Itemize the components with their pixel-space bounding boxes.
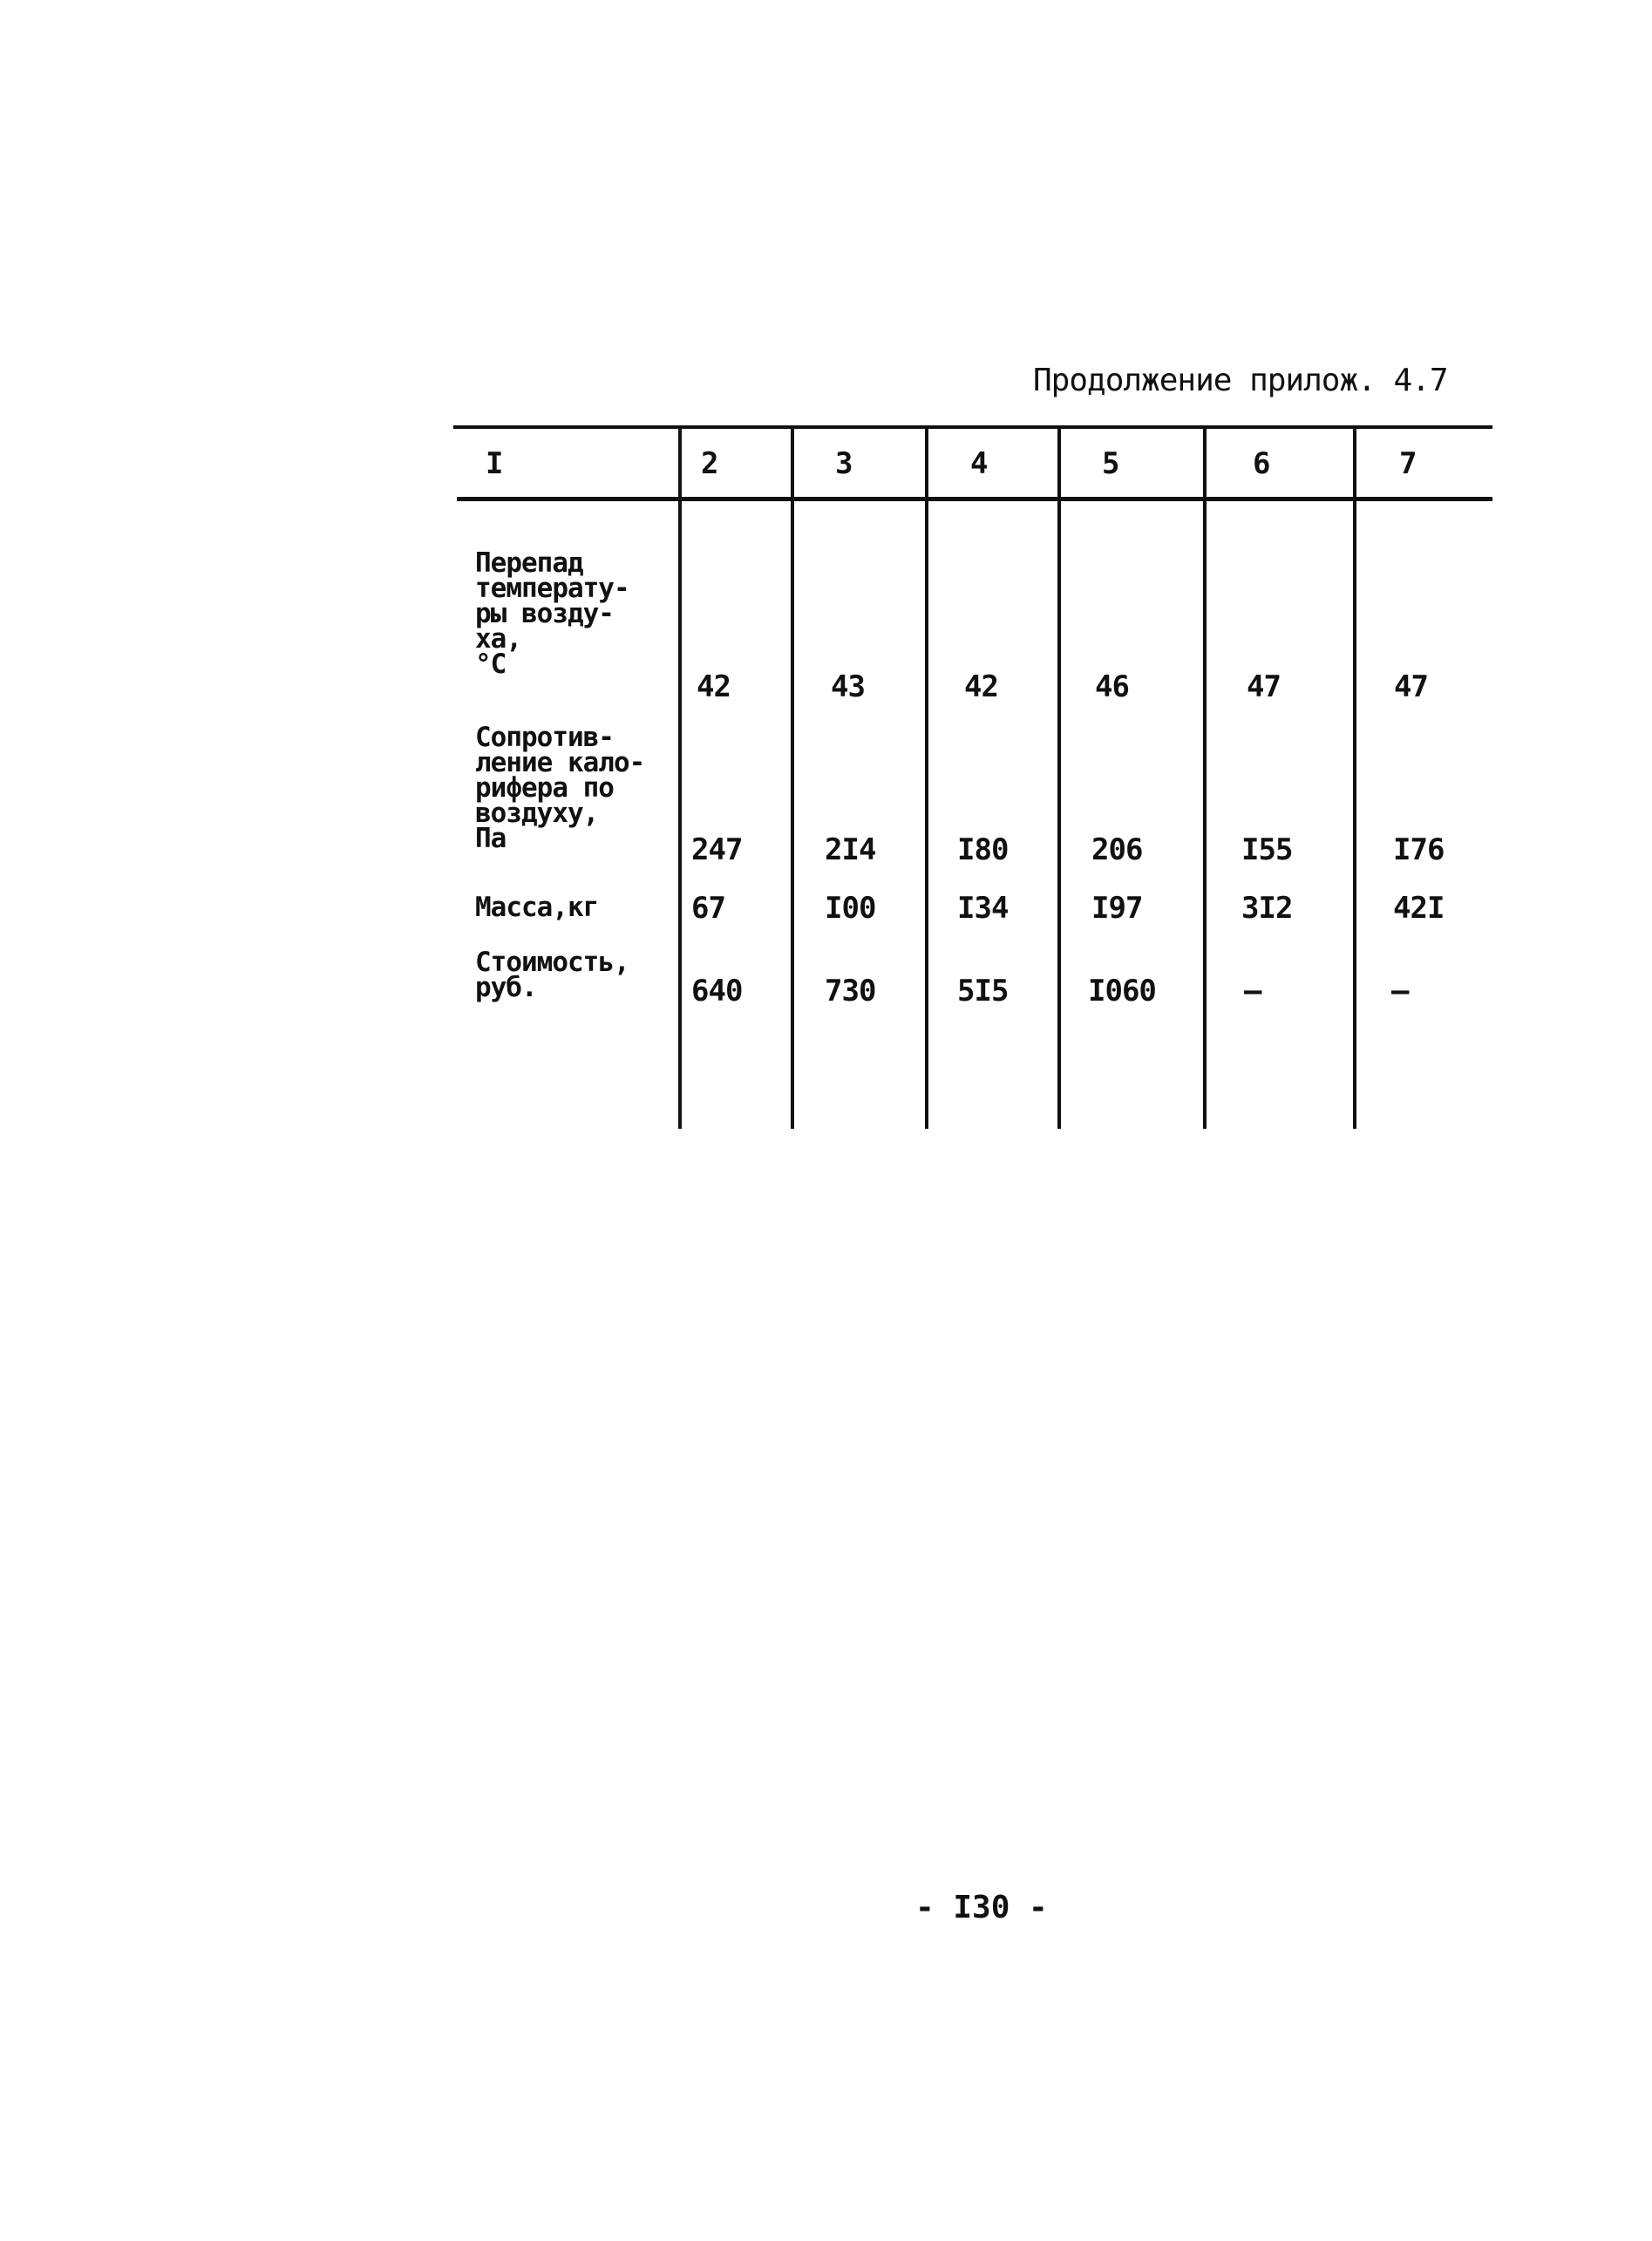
column-header: 5	[1102, 446, 1119, 481]
table-cell: 42	[964, 669, 998, 704]
row-label: Сопротив- ление кало- рифера по воздуху, Па	[475, 722, 645, 854]
column-header: 3	[835, 446, 853, 481]
column-header: 6	[1253, 446, 1270, 481]
table-cell: I00	[825, 891, 876, 926]
table-column-divider	[925, 427, 928, 1129]
table-cell: 206	[1091, 832, 1143, 867]
table-cell: 43	[831, 669, 865, 704]
table-cell: I060	[1088, 974, 1156, 1008]
table-cell: 2I4	[825, 832, 876, 867]
table-cell: 47	[1247, 669, 1281, 704]
table-cell: 3I2	[1241, 891, 1293, 926]
table-cell: –	[1244, 974, 1261, 1008]
row-label: Стоимость, руб.	[475, 947, 629, 1003]
table-column-divider	[1203, 427, 1207, 1129]
table-top-rule	[453, 425, 1492, 429]
table-column-divider	[1057, 427, 1061, 1129]
table-cell: 67	[691, 891, 725, 926]
table-cell: 5I5	[957, 974, 1009, 1008]
table-cell: 47	[1394, 669, 1428, 704]
continuation-caption: Продолжение прилож. 4.7	[1033, 363, 1448, 398]
table-header-rule	[457, 497, 1492, 501]
table-cell: 42I	[1393, 891, 1445, 926]
table-cell: 46	[1095, 669, 1129, 704]
column-header: I	[486, 446, 503, 481]
table-column-divider	[791, 427, 794, 1129]
row-label: Перепад температу- ры возду- ха, °С	[475, 547, 629, 680]
table-cell: I80	[957, 832, 1009, 867]
table-cell: I97	[1091, 891, 1143, 926]
column-header: 2	[701, 446, 718, 481]
table-column-divider	[678, 427, 682, 1129]
table-cell: 640	[691, 974, 743, 1008]
table-cell: 247	[691, 832, 743, 867]
table-cell: I55	[1241, 832, 1293, 867]
table-cell: I34	[957, 891, 1009, 926]
table-column-divider	[1353, 427, 1356, 1129]
column-header: 4	[970, 446, 988, 481]
row-label: Масса,кг	[475, 892, 599, 923]
table-cell: –	[1391, 974, 1409, 1008]
table-cell: 42	[697, 669, 731, 704]
page-number: - I30 -	[915, 1890, 1048, 1925]
table-cell: I76	[1393, 832, 1445, 867]
table-cell: 730	[825, 974, 876, 1008]
column-header: 7	[1399, 446, 1417, 481]
